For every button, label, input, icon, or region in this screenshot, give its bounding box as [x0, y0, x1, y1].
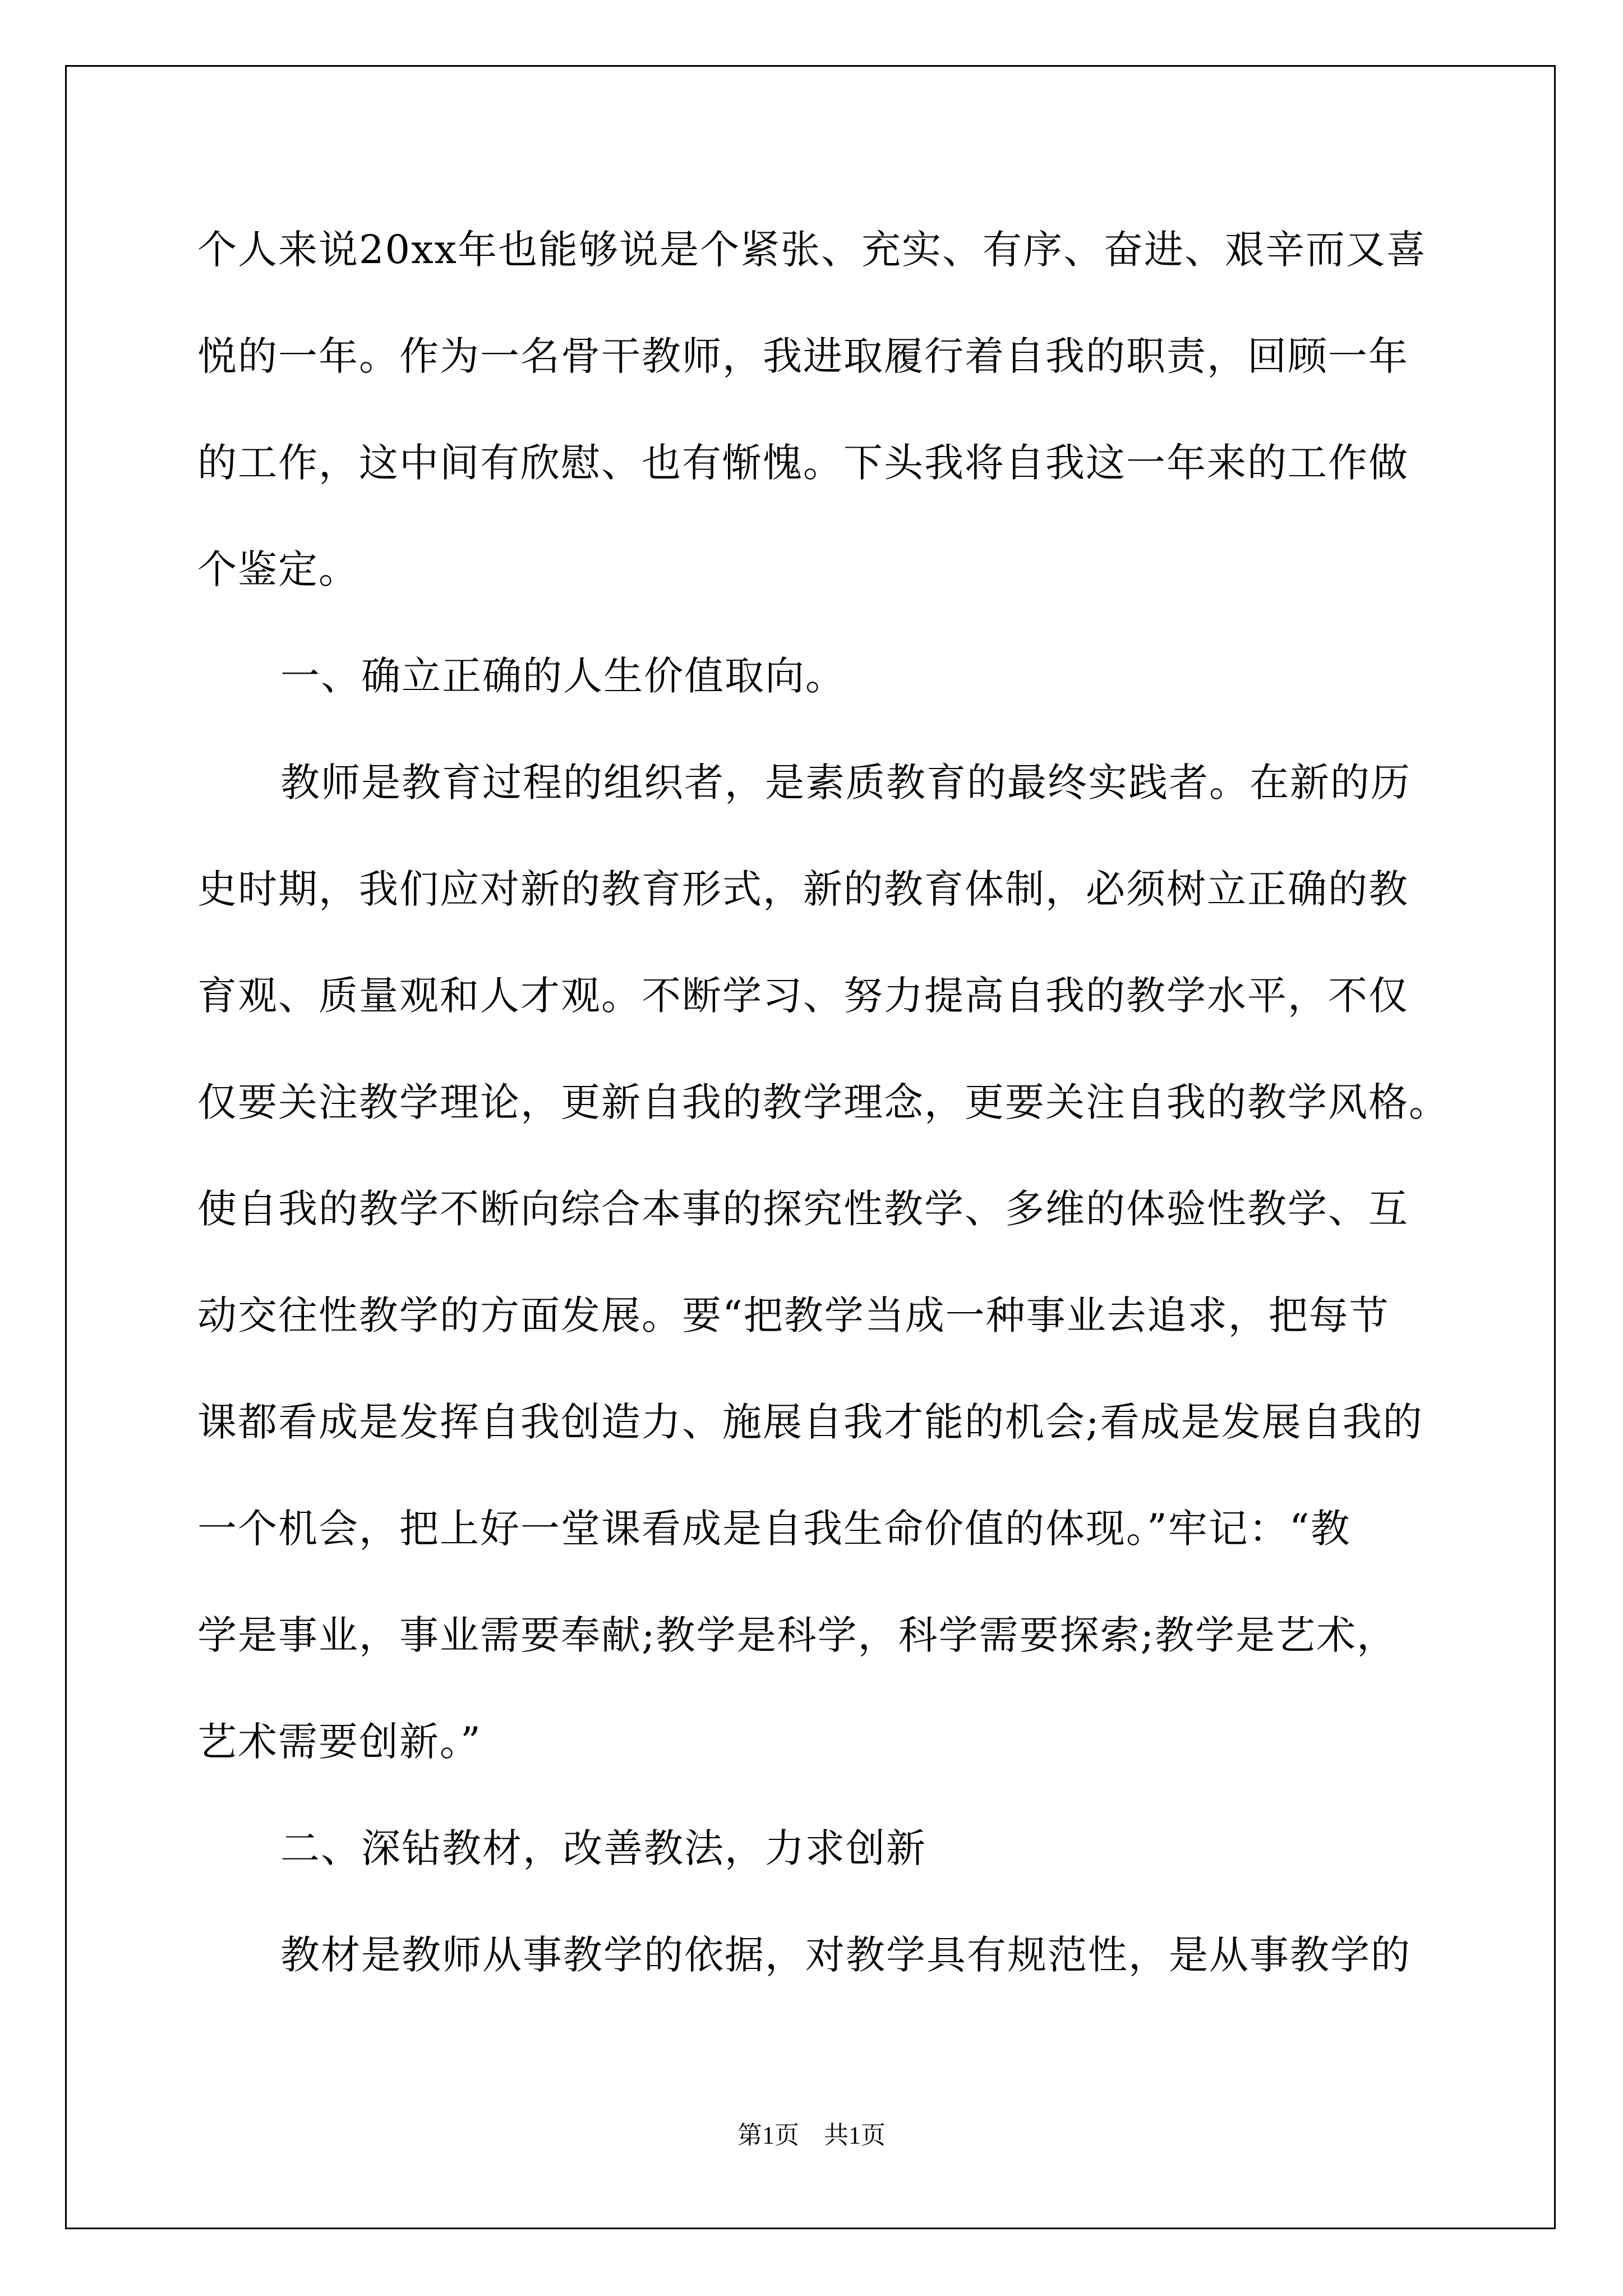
page-footer: 第1页 共1页 [737, 2122, 886, 2149]
document-body [197, 208, 1449, 2019]
text-line: 一、确立正确的人生价值取向。 [280, 653, 846, 699]
text-line: 仅要关注教学理论，更新自我的教学理念，更要关注自我的教学风格。 [197, 1079, 1449, 1125]
text-line: 一个机会，把上好一堂课看成是自我生命价值的体现。”牢记：“教 [197, 1506, 1351, 1552]
text-line: 育观、质量观和人才观。不断学习、努力提高自我的教学水平，不仅 [197, 973, 1409, 1019]
text-line: 史时期，我们应对新的教育形式，新的教育体制，必须树立正确的教 [197, 866, 1409, 912]
text-line: 悦的一年。作为一名骨干教师，我进取履行着自我的职责，回顾一年 [197, 333, 1409, 379]
text-line: 教材是教师从事教学的依据，对教学具有规范性，是从事教学的 [280, 1932, 1411, 1978]
text-line: 艺术需要创新。” [197, 1719, 482, 1765]
text-line: 课都看成是发挥自我创造力、施展自我才能的机会;看成是发展自我的 [197, 1399, 1423, 1445]
text-line: 个人来说20xx年也能够说是个紧张、充实、有序、奋进、艰辛而又喜 [197, 227, 1427, 273]
text-line: 使自我的教学不断向综合本事的探究性教学、多维的体验性教学、互 [197, 1186, 1409, 1232]
text-line: 的工作，这中间有欣慰、也有惭愧。下头我将自我这一年来的工作做 [197, 440, 1409, 486]
text-line: 二、深钻教材，改善教法，力求创新 [280, 1825, 926, 1871]
text-line: 学是事业，事业需要奉献;教学是科学，科学需要探索;教学是艺术， [197, 1612, 1398, 1658]
text-line: 教师是教育过程的组织者，是素质教育的最终实践者。在新的历 [280, 760, 1411, 806]
text-line: 动交往性教学的方面发展。要“把教学当成一种事业去追求，把每节 [197, 1292, 1390, 1338]
text-line: 个鉴定。 [197, 546, 359, 592]
